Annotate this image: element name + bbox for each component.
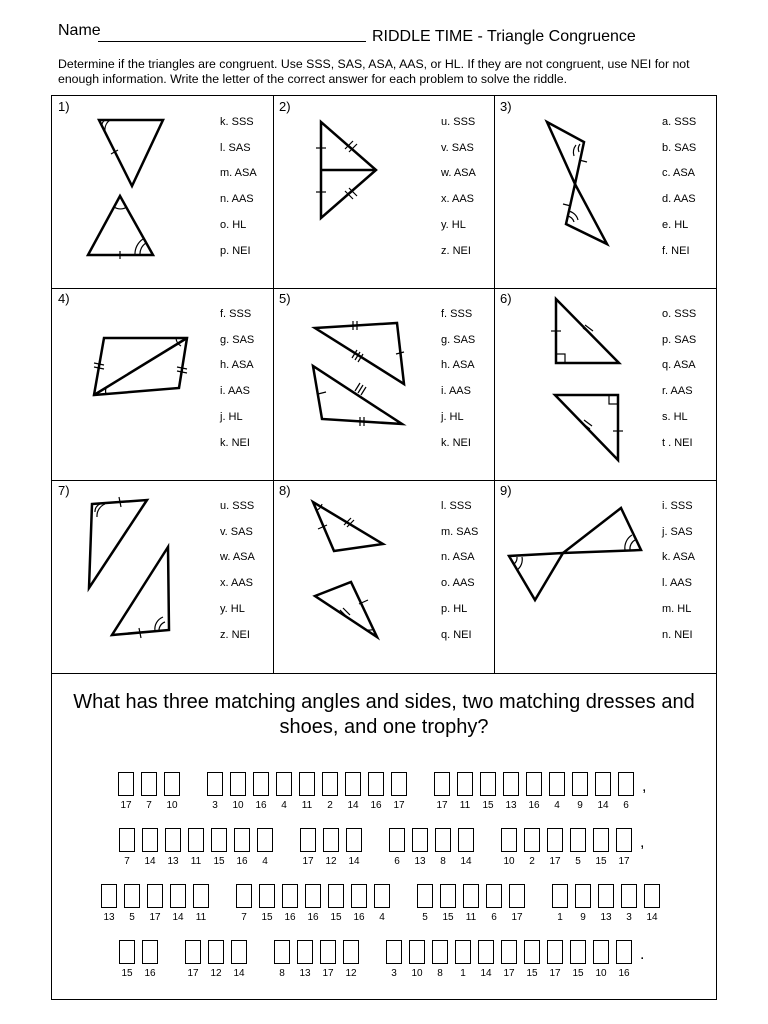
code-number: 8	[437, 968, 443, 979]
letter-box[interactable]	[119, 940, 135, 964]
riddle-question: What has three matching angles and sides, two matching dresses and shoes, and one trophy?	[73, 691, 695, 738]
problem-6	[494, 288, 715, 480]
code-number: 14	[233, 968, 245, 979]
answer-option[interactable]: b. SAS	[662, 141, 697, 154]
letter-box[interactable]	[435, 828, 451, 852]
code-number: 17	[436, 800, 448, 811]
code-number: 15	[526, 968, 538, 979]
letter-slot	[391, 772, 411, 814]
code-number: 17	[302, 856, 314, 867]
problem-7	[52, 480, 273, 672]
letter-box[interactable]	[547, 940, 563, 964]
answer-option[interactable]: r. AAS	[662, 385, 693, 398]
code-number: 15	[482, 800, 494, 811]
letter-box[interactable]	[409, 940, 425, 964]
letter-box[interactable]	[547, 828, 563, 852]
answer-option[interactable]: n. ASA	[441, 551, 475, 564]
letter-slot	[616, 940, 636, 982]
code-number: 16	[370, 800, 382, 811]
code-number: 5	[422, 912, 428, 923]
answer-option[interactable]: u. SSS	[220, 500, 255, 512]
problem-number: 9)	[500, 483, 512, 498]
letter-box[interactable]	[207, 772, 223, 796]
code-number: 14	[172, 912, 184, 923]
answer-option[interactable]: q. ASA	[662, 359, 696, 372]
letter-box[interactable]	[345, 772, 361, 796]
letter-box[interactable]	[598, 884, 614, 908]
code-number: 2	[529, 856, 535, 867]
code-number: 14	[347, 800, 359, 811]
code-number: 6	[623, 800, 629, 811]
answer-option[interactable]: m. SAS	[441, 525, 479, 538]
code-number: 16	[307, 912, 319, 923]
riddle-line	[51, 884, 717, 928]
code-number: 15	[330, 912, 342, 923]
answer-option[interactable]: l. AAS	[662, 577, 692, 590]
answer-option[interactable]: c. ASA	[662, 167, 696, 180]
code-number: 11	[190, 856, 202, 867]
code-number: 14	[646, 912, 658, 923]
answer-option[interactable]: o. AAS	[441, 577, 475, 590]
answer-option[interactable]: y. HL	[441, 218, 466, 231]
answer-option[interactable]: u. SSS	[441, 116, 476, 128]
letter-box[interactable]	[276, 772, 292, 796]
letter-box[interactable]	[230, 772, 246, 796]
letter-box[interactable]	[208, 940, 224, 964]
letter-box[interactable]	[457, 772, 473, 796]
letter-box[interactable]	[101, 884, 117, 908]
name-blank-line[interactable]	[98, 41, 366, 42]
letter-box[interactable]	[374, 884, 390, 908]
code-number: 17	[618, 856, 630, 867]
code-number: 7	[124, 856, 130, 867]
code-number: 16	[236, 856, 248, 867]
code-number: 4	[554, 800, 560, 811]
letter-box[interactable]	[458, 828, 474, 852]
instructions: Determine if the triangles are congruent. Use SSS, SAS, ASA, AAS, or HL. If they are not congruent, use NEI for not enough information. Write the letter of the correct answer for each problem to solve the riddle.	[58, 57, 690, 86]
answer-option[interactable]: i. SSS	[662, 500, 693, 512]
answer-option[interactable]: h. ASA	[441, 359, 475, 372]
letter-box[interactable]	[305, 884, 321, 908]
riddle-line	[51, 828, 717, 872]
problem-3	[494, 96, 715, 288]
code-number: 4	[281, 800, 287, 811]
answer-option[interactable]: k. SSS	[220, 116, 254, 128]
problem-5	[273, 288, 494, 480]
letter-box[interactable]	[644, 884, 660, 908]
code-number: 11	[465, 912, 477, 923]
punctuation-mark: .	[640, 946, 645, 963]
letter-box[interactable]	[141, 772, 157, 796]
code-number: 13	[299, 968, 311, 979]
answer-option[interactable]: w. ASA	[441, 167, 476, 180]
letter-box[interactable]	[259, 884, 275, 908]
answer-option[interactable]: y. HL	[220, 602, 245, 615]
code-number: 14	[480, 968, 492, 979]
answer-option[interactable]: o. HL	[220, 218, 247, 231]
letter-box[interactable]	[391, 772, 407, 796]
letter-box[interactable]	[320, 940, 336, 964]
problem-8	[273, 480, 494, 672]
riddle-line	[51, 940, 717, 984]
code-number: 14	[460, 856, 472, 867]
code-number: 3	[626, 912, 632, 923]
letter-box[interactable]	[412, 828, 428, 852]
answer-option[interactable]: v. SAS	[441, 141, 474, 154]
code-number: 10	[232, 800, 244, 811]
code-number: 10	[166, 800, 178, 811]
code-number: 9	[577, 800, 583, 811]
code-number: 12	[345, 968, 357, 979]
code-number: 15	[213, 856, 225, 867]
code-number: 15	[595, 856, 607, 867]
code-number: 11	[195, 912, 207, 923]
code-number: 7	[241, 912, 247, 923]
answer-option[interactable]: l. SSS	[441, 500, 472, 512]
letter-box[interactable]	[124, 884, 140, 908]
answer-option[interactable]: o. SSS	[662, 308, 697, 320]
answer-option[interactable]: p. NEI	[220, 244, 251, 257]
letter-box[interactable]	[478, 940, 494, 964]
letter-slot	[374, 884, 394, 926]
worksheet-title: RIDDLE TIME - Triangle Congruence	[372, 28, 636, 45]
code-number: 13	[600, 912, 612, 923]
code-number: 15	[442, 912, 454, 923]
answer-option[interactable]: q. NEI	[441, 628, 472, 641]
letter-box[interactable]	[552, 884, 568, 908]
letter-box[interactable]	[236, 884, 252, 908]
problem-number: 4)	[58, 291, 70, 306]
code-number: 17	[511, 912, 523, 923]
letter-slot	[142, 940, 162, 982]
code-number: 1	[557, 912, 563, 923]
answer-option[interactable]: f. SSS	[441, 308, 473, 320]
letter-box[interactable]	[486, 884, 502, 908]
letter-box[interactable]	[193, 884, 209, 908]
letter-box[interactable]	[253, 772, 269, 796]
answer-option[interactable]: j. HL	[220, 410, 243, 423]
letter-box[interactable]	[389, 828, 405, 852]
letter-slot	[231, 940, 251, 982]
answer-option[interactable]: m. ASA	[220, 167, 257, 180]
letter-box[interactable]	[463, 884, 479, 908]
answer-option[interactable]: d. AAS	[662, 193, 696, 206]
letter-box[interactable]	[118, 772, 134, 796]
letter-box[interactable]	[503, 772, 519, 796]
code-number: 17	[120, 800, 132, 811]
letter-box[interactable]	[434, 772, 450, 796]
letter-box[interactable]	[501, 828, 517, 852]
answer-option[interactable]: v. SAS	[220, 525, 253, 538]
answer-option[interactable]: h. ASA	[220, 359, 254, 372]
letter-box[interactable]	[526, 772, 542, 796]
problem-2	[273, 96, 494, 288]
code-number: 16	[353, 912, 365, 923]
letter-box[interactable]	[119, 828, 135, 852]
code-number: 15	[261, 912, 273, 923]
code-number: 7	[146, 800, 152, 811]
code-number: 5	[129, 912, 135, 923]
code-number: 17	[393, 800, 405, 811]
answer-option[interactable]: p. HL	[441, 602, 468, 615]
letter-box[interactable]	[297, 940, 313, 964]
problem-9	[494, 480, 715, 672]
letter-box[interactable]	[351, 884, 367, 908]
letter-box[interactable]	[570, 828, 586, 852]
problem-number: 7)	[58, 483, 70, 498]
letter-box[interactable]	[575, 884, 591, 908]
code-number: 3	[391, 968, 397, 979]
code-number: 17	[322, 968, 334, 979]
letter-box[interactable]	[234, 828, 250, 852]
code-number: 17	[503, 968, 515, 979]
letter-box[interactable]	[147, 884, 163, 908]
answer-option[interactable]: i. AAS	[220, 385, 250, 398]
answer-option[interactable]: k. NEI	[220, 436, 250, 449]
letter-box[interactable]	[524, 828, 540, 852]
code-number: 14	[597, 800, 609, 811]
letter-box[interactable]	[480, 772, 496, 796]
letter-box[interactable]	[282, 884, 298, 908]
letter-slot	[644, 884, 664, 926]
code-number: 17	[549, 968, 561, 979]
letter-box[interactable]	[299, 772, 315, 796]
answer-option[interactable]: k. NEI	[441, 436, 471, 449]
code-number: 15	[121, 968, 133, 979]
code-number: 1	[460, 968, 466, 979]
letter-box[interactable]	[417, 884, 433, 908]
code-number: 10	[595, 968, 607, 979]
letter-box[interactable]	[501, 940, 517, 964]
letter-box[interactable]	[142, 940, 158, 964]
letter-box[interactable]	[300, 828, 316, 852]
letter-box[interactable]	[170, 884, 186, 908]
punctuation-mark: ,	[642, 778, 647, 795]
name-label: Name	[58, 22, 101, 39]
code-number: 8	[440, 856, 446, 867]
code-number: 3	[212, 800, 218, 811]
answer-option[interactable]: t . NEI	[662, 436, 693, 449]
answer-option[interactable]: g. SAS	[441, 333, 476, 346]
letter-slot	[257, 828, 277, 870]
answer-option[interactable]: f. SSS	[220, 308, 252, 320]
answer-option[interactable]: j. SAS	[662, 525, 693, 538]
answer-option[interactable]: m. HL	[662, 602, 692, 615]
problem-number: 6)	[500, 291, 512, 306]
code-number: 10	[503, 856, 515, 867]
code-number: 16	[255, 800, 267, 811]
problem-number: 5)	[279, 291, 291, 306]
code-number: 15	[572, 968, 584, 979]
letter-slot	[164, 772, 184, 814]
answer-option[interactable]: n. AAS	[220, 193, 254, 206]
letter-slot	[618, 772, 638, 814]
code-number: 13	[414, 856, 426, 867]
letter-box[interactable]	[621, 884, 637, 908]
letter-box[interactable]	[346, 828, 362, 852]
code-number: 17	[149, 912, 161, 923]
problem-number: 3)	[500, 99, 512, 114]
letter-box[interactable]	[368, 772, 384, 796]
code-number: 14	[348, 856, 360, 867]
answer-option[interactable]: p. SAS	[662, 333, 697, 346]
letter-box[interactable]	[185, 940, 201, 964]
code-number: 16	[528, 800, 540, 811]
letter-box[interactable]	[572, 772, 588, 796]
code-number: 11	[459, 800, 471, 811]
problem-1	[52, 96, 273, 288]
letter-box[interactable]	[432, 940, 448, 964]
code-number: 16	[144, 968, 156, 979]
code-number: 13	[167, 856, 179, 867]
letter-box[interactable]	[509, 884, 525, 908]
letter-box[interactable]	[211, 828, 227, 852]
answer-option[interactable]: z. NEI	[441, 244, 471, 257]
letter-box[interactable]	[549, 772, 565, 796]
answer-option[interactable]: x. AAS	[441, 193, 475, 206]
answer-option[interactable]: k. ASA	[662, 551, 696, 564]
letter-box[interactable]	[440, 884, 456, 908]
code-number: 5	[575, 856, 581, 867]
letter-box[interactable]	[616, 828, 632, 852]
code-number: 6	[394, 856, 400, 867]
letter-slot	[616, 828, 636, 870]
problem-number: 2)	[279, 99, 291, 114]
grid-divider	[52, 673, 716, 674]
riddle-line	[51, 772, 717, 816]
code-number: 12	[210, 968, 222, 979]
answer-option[interactable]: g. SAS	[220, 333, 255, 346]
letter-box[interactable]	[257, 828, 273, 852]
letter-box[interactable]	[188, 828, 204, 852]
letter-slot	[193, 884, 213, 926]
code-number: 8	[279, 968, 285, 979]
answer-option[interactable]: w. ASA	[220, 551, 255, 564]
code-number: 17	[549, 856, 561, 867]
letter-box[interactable]	[570, 940, 586, 964]
letter-box[interactable]	[593, 940, 609, 964]
code-number: 6	[491, 912, 497, 923]
code-number: 2	[327, 800, 333, 811]
letter-box[interactable]	[322, 772, 338, 796]
problem-number: 8)	[279, 483, 291, 498]
letter-box[interactable]	[165, 828, 181, 852]
problem-4	[52, 288, 273, 480]
answer-option[interactable]: s. HL	[662, 410, 688, 423]
letter-slot	[509, 884, 529, 926]
letter-box[interactable]	[455, 940, 471, 964]
answer-option[interactable]: x. AAS	[220, 577, 254, 590]
punctuation-mark: ,	[640, 834, 645, 851]
letter-box[interactable]	[595, 772, 611, 796]
letter-slot	[346, 828, 366, 870]
letter-box[interactable]	[386, 940, 402, 964]
letter-box[interactable]	[616, 940, 632, 964]
answer-option[interactable]: a. SSS	[662, 116, 697, 128]
answer-option[interactable]: n. NEI	[662, 628, 693, 641]
code-number: 16	[618, 968, 630, 979]
code-number: 13	[505, 800, 517, 811]
code-number: 9	[580, 912, 586, 923]
code-number: 12	[325, 856, 337, 867]
letter-box[interactable]	[164, 772, 180, 796]
letter-box[interactable]	[323, 828, 339, 852]
code-number: 10	[411, 968, 423, 979]
answer-option[interactable]: i. AAS	[441, 385, 471, 398]
letter-box[interactable]	[231, 940, 247, 964]
letter-slot	[343, 940, 363, 982]
letter-box[interactable]	[593, 828, 609, 852]
problem-number: 1)	[58, 99, 70, 114]
letter-box[interactable]	[343, 940, 359, 964]
answer-option[interactable]: f. NEI	[662, 244, 690, 257]
letter-slot	[458, 828, 478, 870]
answer-option[interactable]: l. SAS	[220, 141, 251, 154]
answer-option[interactable]: e. HL	[662, 218, 689, 231]
code-number: 13	[103, 912, 115, 923]
letter-box[interactable]	[142, 828, 158, 852]
answer-option[interactable]: j. HL	[441, 410, 464, 423]
code-number: 16	[284, 912, 296, 923]
letter-box[interactable]	[524, 940, 540, 964]
answer-option[interactable]: z. NEI	[220, 628, 250, 641]
letter-box[interactable]	[274, 940, 290, 964]
code-number: 14	[144, 856, 156, 867]
code-number: 4	[379, 912, 385, 923]
letter-box[interactable]	[328, 884, 344, 908]
code-number: 11	[301, 800, 313, 811]
code-number: 17	[187, 968, 199, 979]
code-number: 4	[262, 856, 268, 867]
letter-box[interactable]	[618, 772, 634, 796]
